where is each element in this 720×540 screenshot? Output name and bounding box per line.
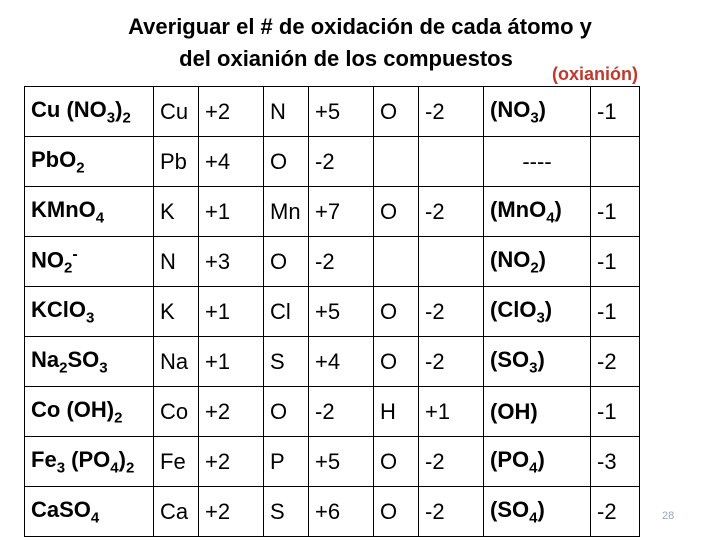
element-2-cell: N xyxy=(264,87,309,137)
compound-cell: $Na_2SO_3$ xyxy=(25,337,154,387)
element-3-cell: O xyxy=(374,437,419,487)
oxidation-3-cell: -2 xyxy=(419,437,484,487)
element-3-cell xyxy=(374,137,419,187)
table-row xyxy=(25,387,640,437)
oxianion-note: (oxianión) xyxy=(552,64,638,84)
slide-title-line-2: del oxianión de los compuestos xyxy=(179,46,513,71)
oxianion-cell: $(PO_4)$ xyxy=(484,437,591,487)
oxidation-table xyxy=(24,86,640,537)
compound-cell: KMnO$_4$ xyxy=(25,187,154,237)
oxianion-charge-cell: -1 xyxy=(591,87,640,137)
slide-title-line-1: Averiguar el # de oxidación de cada átomo y xyxy=(128,14,592,39)
compound-cell: CaSO$_4$ xyxy=(25,487,154,537)
oxidation-2-cell: +4 xyxy=(309,337,374,387)
table-row xyxy=(25,237,640,287)
oxidation-3-cell xyxy=(419,137,484,187)
table-row xyxy=(25,287,640,337)
element-3-cell: O xyxy=(374,187,419,237)
oxianion-cell: (ClO$_3$) xyxy=(484,287,591,337)
oxidation-3-cell: +1 xyxy=(419,387,484,437)
element-2-cell: P xyxy=(264,437,309,487)
compound-cell: Cu $(NO_3)_2$ xyxy=(25,87,154,137)
oxidation-3-cell: -2 xyxy=(419,87,484,137)
element-1-cell: Cu xyxy=(154,87,199,137)
element-2-cell: O xyxy=(264,387,309,437)
oxidation-2-cell: -2 xyxy=(309,137,374,187)
oxidation-3-cell xyxy=(419,237,484,287)
table-row xyxy=(25,87,640,137)
oxidation-2-cell: +5 xyxy=(309,437,374,487)
element-2-cell: O xyxy=(264,137,309,187)
oxianion-cell: $(SO_4)$ xyxy=(484,487,591,537)
element-3-cell: O xyxy=(374,87,419,137)
oxianion-cell: ---- xyxy=(484,137,591,187)
element-1-cell: Ca xyxy=(154,487,199,537)
element-1-cell: Co xyxy=(154,387,199,437)
oxianion-charge-cell: -1 xyxy=(591,237,640,287)
element-3-cell: O xyxy=(374,337,419,387)
element-1-cell: Fe xyxy=(154,437,199,487)
oxidation-1-cell: +2 xyxy=(199,487,264,537)
oxidation-2-cell: +5 xyxy=(309,87,374,137)
table-row xyxy=(25,337,640,387)
oxianion-cell: (MnO$_4$) xyxy=(484,187,591,237)
element-2-cell: S xyxy=(264,337,309,387)
oxianion-cell: $(NO_2)$ xyxy=(484,237,591,287)
oxidation-3-cell: -2 xyxy=(419,487,484,537)
element-2-cell: S xyxy=(264,487,309,537)
oxidation-2-cell: -2 xyxy=(309,387,374,437)
table-row xyxy=(25,437,640,487)
oxidation-1-cell: +4 xyxy=(199,137,264,187)
element-2-cell: Cl xyxy=(264,287,309,337)
compound-cell: PbO$_2$ xyxy=(25,137,154,187)
oxianion-charge-cell: -2 xyxy=(591,337,640,387)
oxianion-cell: $(NO_3)$ xyxy=(484,87,591,137)
oxianion-charge-cell: -1 xyxy=(591,287,640,337)
oxidation-2-cell: -2 xyxy=(309,237,374,287)
oxianion-charge-cell: -2 xyxy=(591,487,640,537)
oxidation-2-cell: +5 xyxy=(309,287,374,337)
oxianion-charge-cell: -1 xyxy=(591,387,640,437)
oxidation-1-cell: +2 xyxy=(199,87,264,137)
oxidation-3-cell: -2 xyxy=(419,287,484,337)
oxidation-1-cell: +1 xyxy=(199,287,264,337)
table-row xyxy=(25,137,640,187)
oxidation-1-cell: +2 xyxy=(199,437,264,487)
compound-cell: $Fe_3$ $(PO_4)_2$ xyxy=(25,437,154,487)
oxidation-3-cell: -2 xyxy=(419,337,484,387)
oxidation-1-cell: +1 xyxy=(199,187,264,237)
element-2-cell: O xyxy=(264,237,309,287)
compound-cell: Co $(OH)_2$ xyxy=(25,387,154,437)
element-1-cell: N xyxy=(154,237,199,287)
oxianion-charge-cell: -1 xyxy=(591,187,640,237)
element-1-cell: K xyxy=(154,187,199,237)
oxidation-1-cell: +3 xyxy=(199,237,264,287)
compound-cell: KClO$_3$ xyxy=(25,287,154,337)
compound-cell: $NO_2^-$ xyxy=(25,237,154,287)
oxianion-charge-cell xyxy=(591,137,640,187)
oxidation-3-cell: -2 xyxy=(419,187,484,237)
oxianion-cell: $(SO_3)$ xyxy=(484,337,591,387)
oxianion-cell: (OH) xyxy=(484,387,591,437)
element-3-cell: H xyxy=(374,387,419,437)
element-3-cell: O xyxy=(374,287,419,337)
oxidation-1-cell: +2 xyxy=(199,387,264,437)
table-row xyxy=(25,187,640,237)
oxidation-2-cell: +7 xyxy=(309,187,374,237)
element-1-cell: Na xyxy=(154,337,199,387)
element-1-cell: Pb xyxy=(154,137,199,187)
element-1-cell: K xyxy=(154,287,199,337)
oxidation-2-cell: +6 xyxy=(309,487,374,537)
element-2-cell: Mn xyxy=(264,187,309,237)
oxidation-1-cell: +1 xyxy=(199,337,264,387)
oxianion-charge-cell: -3 xyxy=(591,437,640,487)
element-3-cell: O xyxy=(374,487,419,537)
element-3-cell xyxy=(374,237,419,287)
table-row xyxy=(25,487,640,537)
page-number: 28 xyxy=(662,510,675,522)
